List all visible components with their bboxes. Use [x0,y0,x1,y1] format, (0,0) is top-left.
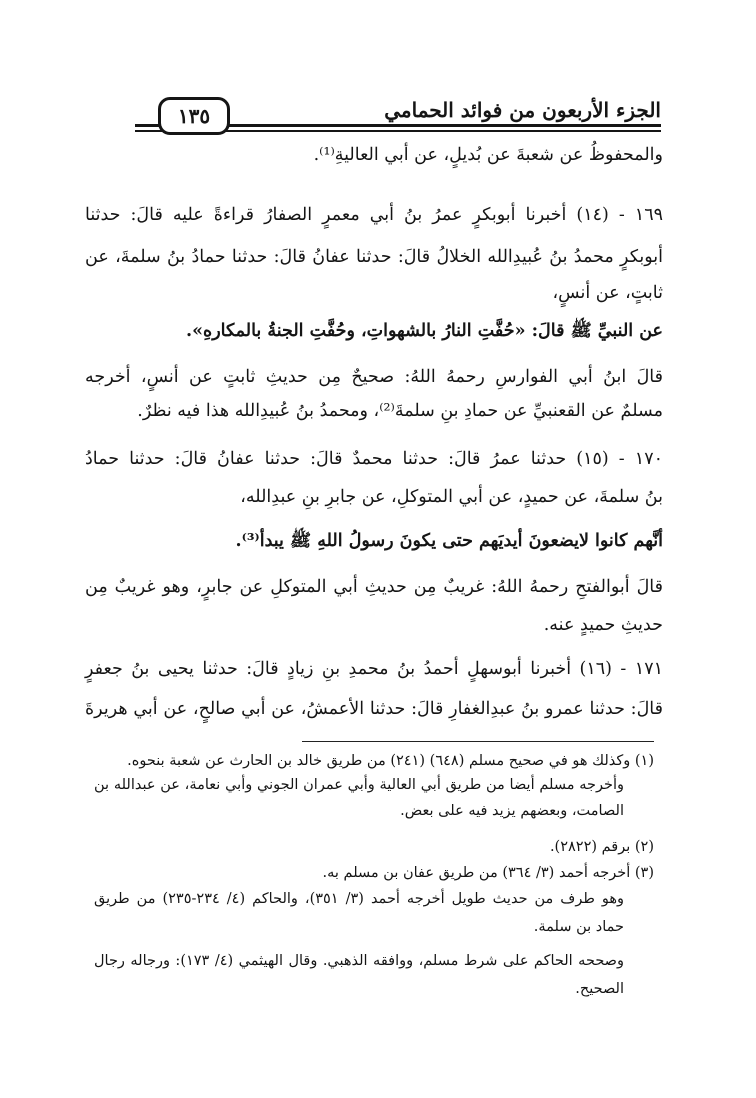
page-number: ١٣٥ [158,97,230,135]
text-line: ثابتٍ، عن أنسٍ، [552,283,663,303]
text-line: قالَ أبوالفتحِ رحمهُ اللهُ: غريبٌ مِن حديثِ أبي المتوكلِ عن جابرٍ، وهو غريبٌ مِن [85,577,663,597]
footnote-line: (٢) برقم (٢٨٢٢). [549,839,654,855]
footnote-line: الصامت، وبعضهم يزيد فيه على بعض. [400,803,624,819]
text-line: مسلمٌ عن القعنبيِّ عن حمادِ بنِ سلمةَ⁽²⁾، ومحمدُ بنُ عُبيدِالله هذا فيه نظرٌ. [137,401,663,421]
hadith-text: أنَّهم كانوا لايضعونَ أيديَهم حتى يكونَ رسولُ اللهِ ﷺ يبدأ⁽³⁾. [235,531,663,551]
footnote-divider [302,741,654,742]
hadith-text: عن النبيِّ ﷺ قالَ: «حُفَّتِ النارُ بالشهواتِ، وحُفَّتِ الجنةُ بالمكارهِ». [186,321,663,341]
text-line: ١٧١ - (١٦) أخبرنا أبوسهلٍ أحمدُ بنُ محمدِ بنِ زيادٍ قالَ: حدثنا يحيى بنُ جعفرٍ [85,659,663,679]
text-line: والمحفوظُ عن شعبةَ عن بُديلٍ، عن أبي العاليةِ⁽¹⁾. [313,145,663,165]
footnote-line: حماد بن سلمة. [533,919,624,935]
text-line: ١٦٩ - (١٤) أخبرنا أبوبكرٍ عمرُ بنُ أبي معمرٍ الصفارُ قراءةً عليه قالَ: حدثنا [85,205,663,225]
page-header [0,0,756,140]
footnote-line: وصححه الحاكم على شرط مسلم، ووافقه الذهبي. وقال الهيثمي (٤/ ١٧٣): ورجاله رجال [94,953,624,969]
text-line: أبوبكرٍ محمدُ بنُ عُبيدِالله الخلالُ قالَ: حدثنا عفانُ قالَ: حدثنا حمادُ بنُ سلمةَ، عن [85,247,663,267]
footnote-line: وهو طرف من حديث طويل أخرجه أحمد (٣/ ٣٥١)، والحاكم (٤/ ٢٣٤-٢٣٥) من طريق [94,891,625,907]
footnote-line: الصحيح. [575,981,624,997]
footnote-line: (٣) أخرجه أحمد (٣/ ٣٦٤) من طريق عفان بن مسلم به. [322,865,654,881]
text-line: ١٧٠ - (١٥) حدثنا عمرُ قالَ: حدثنا محمدٌ قالَ: حدثنا عفانُ قالَ: حدثنا حمادُ [85,449,663,469]
text-line: حديثِ حميدٍ عنه. [543,615,663,635]
running-title: الجزء الأربعون من فوائد الحمامي [384,98,661,122]
footnote-line: (١) وكذلك هو في صحيح مسلم (٦٤٨) (٢٤١) من طريق خالد بن الحارث عن شعبة بنحوه. [127,753,654,769]
text-line: قالَ: حدثنا عمرو بنُ عبدِالغفارِ قالَ: حدثنا الأعمشُ، عن أبي صالحٍ، عن أبي هريرةَ [85,699,663,719]
text-line: بنُ سلمةَ، عن حميدٍ، عن أبي المتوكلِ، عن جابرِ بنِ عبدِالله، [240,487,663,507]
footnote-line: وأخرجه مسلم أيضا من طريق أبي العالية وأبي عمران الجوني وأبي نعامة، عن عبدالله بن [94,777,624,793]
text-line: قالَ ابنُ أبي الفوارسِ رحمهُ اللهُ: صحيحٌ مِن حديثِ ثابتٍ عن أنسٍ، أخرجه [85,367,663,387]
